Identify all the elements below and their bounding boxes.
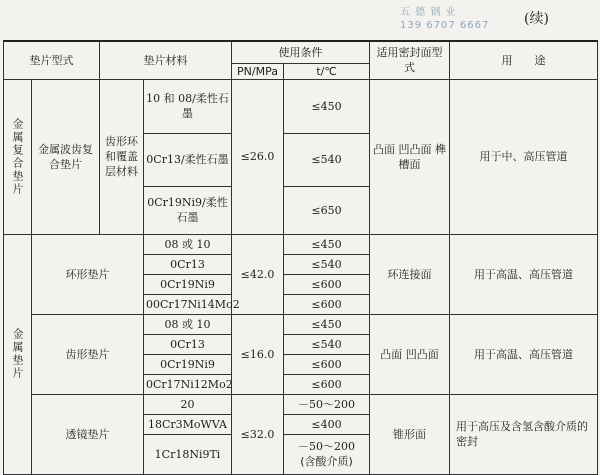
col-temperature: t/℃ — [284, 63, 370, 79]
temp-cell: ≤450 — [284, 314, 370, 334]
temp-cell-acid — [284, 434, 370, 474]
watermark-line2: 139 6707 6667 — [400, 20, 490, 31]
purpose-cell: 用于中、高压管道 — [450, 79, 598, 234]
gasket-table — [3, 40, 598, 475]
material-cell: 0Cr13 — [144, 254, 232, 274]
material-cell: 0Cr13/柔性石墨 — [144, 133, 232, 186]
purpose-cell: 用于高温、高压管道 — [450, 234, 598, 314]
material-cell: 20 — [144, 394, 232, 414]
material-cell: 0Cr19Ni9/柔性石墨 — [144, 186, 232, 234]
temp-cell: ≤540 — [284, 133, 370, 186]
material-cell: 0Cr19Ni9 — [144, 354, 232, 374]
face-cell: 环连接面 — [370, 234, 450, 314]
temp-cell: ≤600 — [284, 374, 370, 394]
watermark — [400, 6, 489, 32]
face-cell: 锥形面 — [370, 394, 450, 474]
type-lens: 透镜垫片 — [32, 394, 144, 474]
temp-note: (含酸介质) — [300, 455, 353, 468]
material-cell: 0Cr13 — [144, 334, 232, 354]
col-purpose: 用 途 — [450, 41, 598, 79]
table-row — [4, 79, 598, 133]
type-wave: 金属波齿复合垫片 — [32, 79, 100, 234]
temp-cell: ≤540 — [284, 254, 370, 274]
group-composite: 金属复合垫片 — [4, 79, 32, 234]
pressure-cell: ≤26.0 — [232, 79, 284, 234]
temp-cell: －50～200 — [284, 394, 370, 414]
material-cell: 00Cr17Ni14Mo2 — [144, 294, 232, 314]
purpose-cell: 用于高温、高压管道 — [450, 314, 598, 394]
temp-cell: ≤600 — [284, 294, 370, 314]
temp-cell: ≤400 — [284, 414, 370, 434]
material-cell: 08 或 10 — [144, 314, 232, 334]
continued-label: (续) — [524, 11, 549, 27]
page-top — [0, 0, 600, 40]
col-pressure: PN/MPa — [232, 63, 284, 79]
type-tooth: 齿形垫片 — [32, 314, 144, 394]
material-group-wave: 齿形环和覆盖层材料 — [100, 79, 144, 234]
face-cell: 凸面 凹凸面 榫槽面 — [370, 79, 450, 234]
watermark-line1: 五 德 钢 业 — [400, 7, 457, 18]
table-row — [4, 394, 598, 414]
table-row — [4, 314, 598, 334]
material-cell: 18Cr3MoWVA — [144, 414, 232, 434]
group-metal: 金属垫片 — [4, 234, 32, 474]
material-cell: 08 或 10 — [144, 234, 232, 254]
table-row — [4, 234, 598, 254]
temp-cell: ≤450 — [284, 234, 370, 254]
material-cell: 1Cr18Ni9Ti — [144, 434, 232, 474]
col-service-conditions: 使用条件 — [232, 41, 370, 63]
col-gasket-type: 垫片型式 — [4, 41, 100, 79]
material-cell: 0Cr17Ni12Mo2 — [144, 374, 232, 394]
type-ring: 环形垫片 — [32, 234, 144, 314]
temp-cell: ≤650 — [284, 186, 370, 234]
temp-cell: ≤600 — [284, 274, 370, 294]
pressure-cell: ≤16.0 — [232, 314, 284, 394]
temp-value: －50～200 — [298, 440, 355, 453]
header-row-1 — [4, 41, 598, 63]
col-sealing-face: 适用密封面型式 — [370, 41, 450, 79]
temp-cell: ≤600 — [284, 354, 370, 374]
pressure-cell: ≤42.0 — [232, 234, 284, 314]
temp-cell: ≤450 — [284, 79, 370, 133]
material-cell: 10 和 08/柔性石墨 — [144, 79, 232, 133]
pressure-cell: ≤32.0 — [232, 394, 284, 474]
material-cell: 0Cr19Ni9 — [144, 274, 232, 294]
temp-cell: ≤540 — [284, 334, 370, 354]
face-cell: 凸面 凹凸面 — [370, 314, 450, 394]
purpose-cell: 用于高压及含氢含酸介质的密封 — [450, 394, 598, 474]
col-gasket-material: 垫片材料 — [100, 41, 232, 79]
